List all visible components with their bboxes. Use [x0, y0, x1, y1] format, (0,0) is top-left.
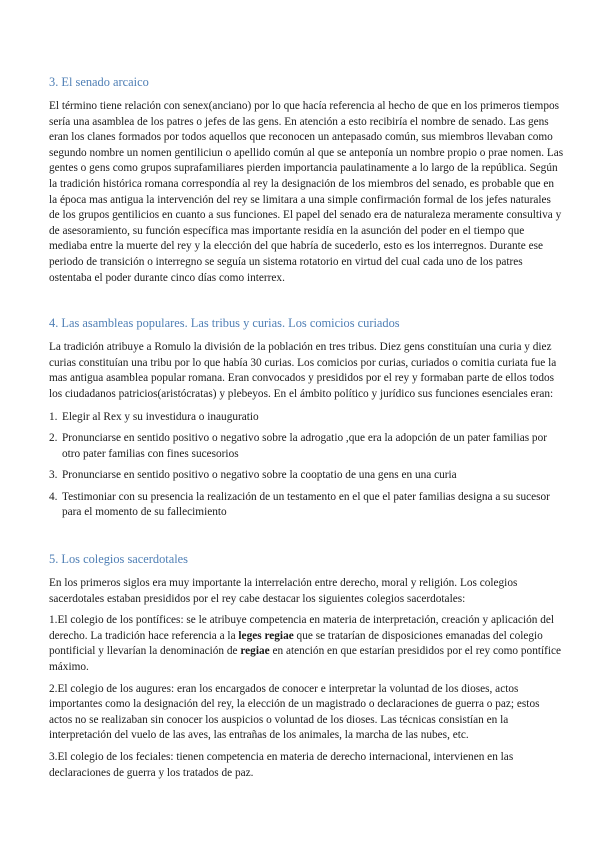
section-asambleas-populares: [49, 315, 564, 521]
colegio-augures: 2.El colegio de los augures: eran los encargados de conocer e interpretar la voluntad de los dioses, actos importantes como la designación del rey, la elección de un magistrado o declaraciones de guerra o paz; estos actos no se realizaban sin conocer los auspicios o voluntad de los dioses. Las técnicas consistían en la interpretación del vuelo de las aves, las entrañas de los animales, la marcha de las nubes, etc.: [49, 682, 540, 742]
bold-term: regiae: [240, 645, 270, 658]
list-text: Elegir al Rex y su investidura o inauguratio: [62, 410, 259, 423]
list-item: [49, 468, 564, 484]
section-heading: 4. Las asambleas populares. Las tribus y curias. Los comicios curiados: [49, 316, 400, 331]
section-heading: 5. Los colegios sacerdotales: [49, 552, 189, 567]
list-item: [49, 431, 564, 462]
colegio-text: en atención en que estarían presididos por el rey como pontífice máximo.: [49, 645, 562, 674]
list-text: Testimoniar con su presencia la realización de un testamento en el que el pater familias designa a su sucesor para el momento de su fallecimiento: [62, 490, 550, 519]
list-text: Pronunciarse en sentido positivo o negativo sobre la cooptatio de una gens en una curia: [62, 469, 457, 482]
section-heading: 3. El senado arcaico: [49, 75, 149, 89]
colegio-pontifices: [49, 613, 564, 675]
section-paragraph: En los primeros siglos era muy importante la interrelación entre derecho, moral y religión. Los colegios sacerdotales estaban presididos por el rey cabe destacar los siguientes colegios sacerdotales:: [49, 577, 518, 605]
bold-term: leges regiae: [238, 629, 294, 642]
section-senado-arcaico: [49, 74, 564, 286]
list-number: 4.: [49, 490, 58, 503]
list-item: [49, 410, 564, 426]
list-text: Pronunciarse en sentido positivo o negativo sobre la adrogatio ,que era la adopción de un pater familias por otro pater familias con fines sucesorios: [62, 432, 547, 460]
list-item: [49, 490, 564, 521]
section-paragraph: La tradición atribuye a Romulo la división de la población en tres tribus. Diez gens constituían una curia y diez curias constituían una tribu por lo que había 30 curias. Los comicios por curias, curiados o comitia curiata fue la mas antigua asamblea popular romana. Eran convocados y presididos por el rey y formaban parte de ellos todos los ciudadanos patricios(aristócratas) y plebeyos. En el ámbito político y jurídico sus funciones esenciales eran:: [49, 341, 557, 400]
list-number: 2.: [49, 432, 58, 445]
colegio-text: 1.El colegio de los pontífices: se le atribuye competencia en materia de interpretación, creación y aplicación del derecho. La tradición hace referencia a la: [49, 614, 555, 642]
list-number: 1.: [49, 410, 58, 423]
colegio-text: que se tratarían de disposiciones emanadas del colegio pontificial y llevarían la denominación de: [49, 629, 543, 658]
list-number: 3.: [49, 469, 58, 482]
section-paragraph: El término tiene relación con senex(anciano) por lo que hacía referencia al hecho de que en los primeros tiempos sería una asamblea de los patres o jefes de las gens. En atención a esto recibiría el nombre de senado. Las gens eran los clanes formados por todos aquellos que reconocen un antepasado común, sus miembros llevaban como segundo nombre un nomen gentiliciun o apellido común al que se anteponía un nombre propio o prae nomen. Las gentes o gens como grupos suprafamiliares pierden importancia paulatinamente a lo largo de la república. Según la tradición histórica romana correspondía al rey la designación de los miembros del senado, es probable que en la época mas antigua la intervención del rey se limitara a una simple confirmación formal de los jefes naturales de los grupos gentilicios en cuanto a sus funciones. El papel del senado era de naturaleza meramente consultiva y de asesoramiento, su función específica mas importante residía en la asunción del poder en el tiempo que mediaba entre la muerte del rey y la elección del que habría de sucederlo, esto es los interregnos. Durante ese periodo de transición o interregno se seguía un sistema rotatorio en virtud del cual cada uno de los patres ostentaba el poder durante cinco días como interrex.: [49, 100, 564, 284]
colegio-feciales: 3.El colegio de los feciales: tienen competencia en materia de derecho internacional, intervienen en las declaraciones de guerra y los tratados de paz.: [49, 751, 514, 779]
functions-list: [49, 410, 564, 522]
section-colegios-sacerdotales: [49, 551, 564, 781]
